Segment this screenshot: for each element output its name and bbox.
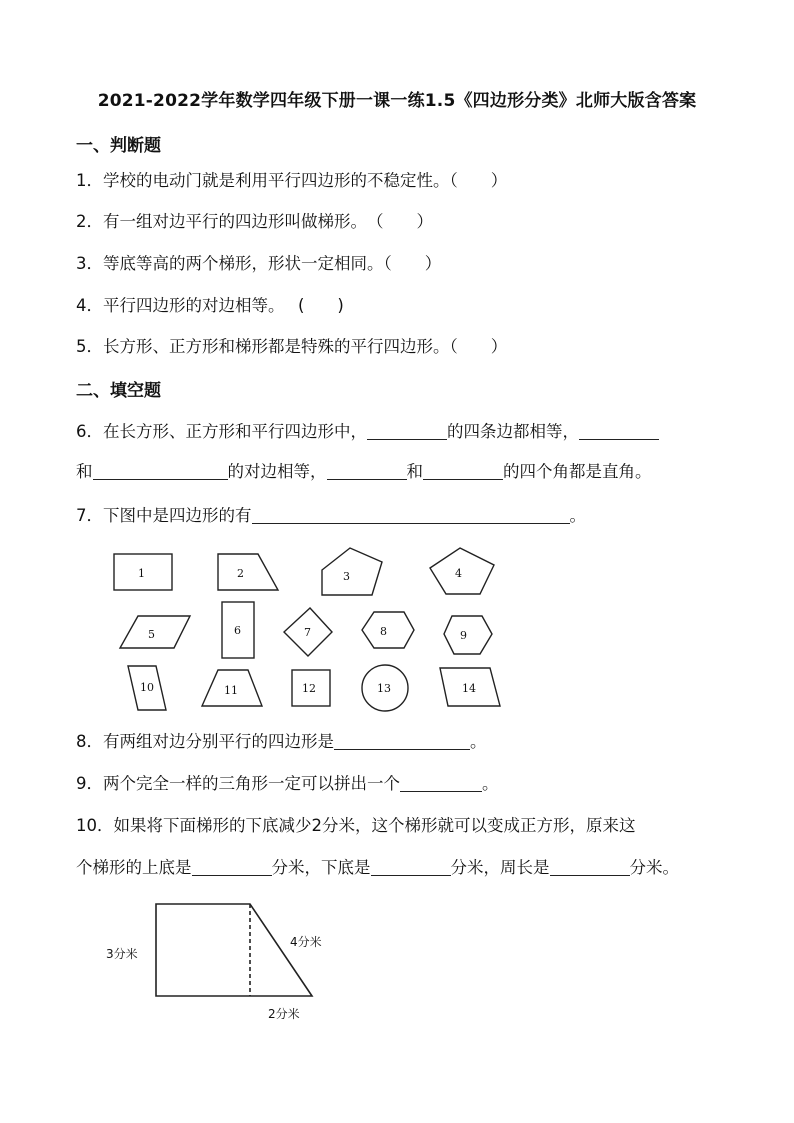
- answer-blank[interactable]: [579, 421, 659, 440]
- answer-blank[interactable]: [192, 857, 272, 876]
- shape-8: [362, 612, 414, 648]
- q6-text-6: 的四个角都是直角。: [503, 462, 652, 481]
- q7-end: 。: [569, 506, 586, 525]
- shape-label-10: 10: [140, 681, 154, 694]
- label-slanted-side: 4分米: [290, 935, 322, 949]
- shape-label-9: 9: [460, 629, 467, 642]
- answer-blank[interactable]: [550, 857, 630, 876]
- shapes-figure: [100, 540, 506, 718]
- shape-label-6: 6: [234, 624, 241, 637]
- q6-text-3: 和: [76, 462, 93, 481]
- q7-text: 7．下图中是四边形的有: [76, 506, 252, 525]
- shape-label-5: 5: [148, 628, 155, 641]
- shape-3: [322, 548, 382, 595]
- question-2: 2．有一组对边平行的四边形叫做梯形。 （ ）: [76, 212, 433, 231]
- q9-end: 。: [482, 774, 499, 793]
- answer-blank[interactable]: [371, 857, 451, 876]
- shape-label-7: 7: [304, 626, 311, 639]
- page-title: 2021-2022学年数学四年级下册一课一练1.5《四边形分类》北师大版含答案: [97, 91, 697, 111]
- answer-blank[interactable]: [423, 461, 503, 480]
- q6-text-4: 的对边相等，: [227, 462, 327, 481]
- label-left-side: 3分米: [106, 947, 138, 961]
- shape-label-3: 3: [343, 570, 350, 583]
- question-1: 1．学校的电动门就是利用平行四边形的不稳定性。（ ）: [76, 171, 508, 190]
- section-judgement-heading: 一、判断题: [76, 136, 161, 156]
- shape-label-11: 11: [224, 684, 238, 697]
- trapezoid-figure: [100, 896, 340, 1036]
- question-10-line-2: [76, 857, 679, 879]
- answer-blank[interactable]: [400, 773, 482, 792]
- q6-text-2: 的四条边都相等，: [447, 422, 579, 441]
- shape-2: [218, 554, 278, 590]
- shape-label-2: 2: [237, 567, 244, 580]
- q6-text-1: 6．在长方形、正方形和平行四边形中，: [76, 422, 367, 441]
- shape-label-13: 13: [377, 682, 391, 695]
- q10-text-a: 个梯形的上底是: [76, 858, 192, 877]
- answer-blank[interactable]: [367, 421, 447, 440]
- shape-4: [430, 548, 494, 594]
- shape-9: [444, 616, 492, 654]
- question-4: 4．平行四边形的对边相等。 ( ): [76, 296, 344, 315]
- shape-label-8: 8: [380, 625, 387, 638]
- trapezoid-outline: [156, 904, 312, 996]
- question-5: 5．长方形、正方形和梯形都是特殊的平行四边形。（ ）: [76, 337, 508, 356]
- shape-label-1: 1: [138, 567, 145, 580]
- q10-text-d: 分米。: [629, 858, 679, 877]
- question-7: [76, 505, 586, 527]
- answer-blank[interactable]: [93, 461, 228, 480]
- shape-label-12: 12: [302, 682, 316, 695]
- question-8: [76, 731, 487, 753]
- answer-blank[interactable]: [327, 461, 407, 480]
- label-bottom-segment: 2分米: [268, 1007, 300, 1021]
- shape-label-4: 4: [455, 567, 462, 580]
- question-6-line-2: [76, 461, 652, 483]
- shape-label-14: 14: [462, 682, 476, 695]
- section-fill-heading: 二、填空题: [76, 381, 161, 401]
- shape-5: [120, 616, 190, 648]
- q6-text-5: 和: [406, 462, 423, 481]
- question-9: [76, 773, 499, 795]
- answer-blank[interactable]: [334, 731, 470, 750]
- q10-text-b: 分米，下底是: [271, 858, 371, 877]
- q8-end: 。: [470, 732, 487, 751]
- question-3: 3．等底等高的两个梯形，形状一定相同。（ ）: [76, 254, 442, 273]
- question-10-line-1: 10．如果将下面梯形的下底减少2分米，这个梯形就可以变成正方形，原来这: [76, 816, 636, 835]
- q10-text-c: 分米，周长是: [450, 858, 550, 877]
- question-6-line-1: [76, 421, 659, 443]
- q8-text: 8．有两组对边分别平行的四边形是: [76, 732, 334, 751]
- answer-blank[interactable]: [252, 505, 570, 524]
- q9-text: 9．两个完全一样的三角形一定可以拼出一个: [76, 774, 400, 793]
